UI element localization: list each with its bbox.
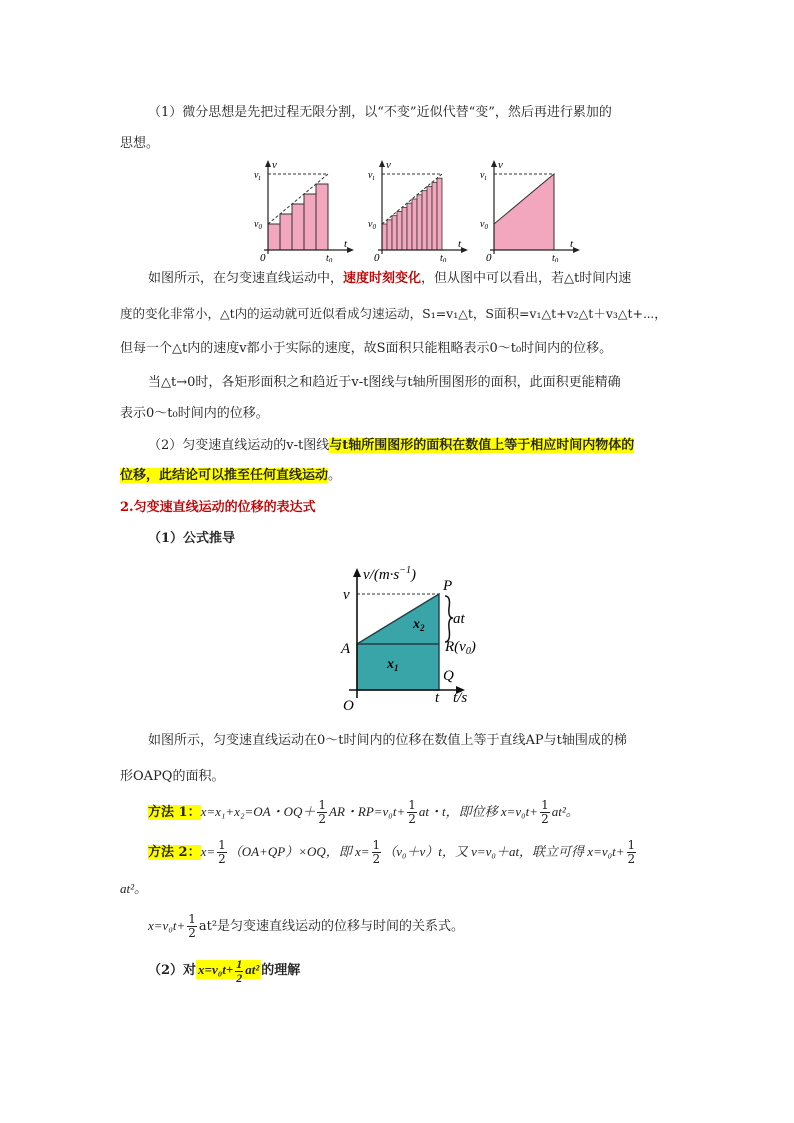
- svg-text:0: 0: [374, 252, 380, 262]
- method-2-label: 方法 2：: [148, 845, 201, 860]
- paragraph-5-line-2: 形OAPQ的面积。: [120, 769, 225, 784]
- graph-trapezoid-smooth: [474, 158, 594, 262]
- emphasis-velocity-changes: 速度时刻变化: [343, 271, 422, 286]
- svg-text:x2: $x_2$: [413, 617, 425, 633]
- paragraph-2-line-2: 度的变化非常小，△t内的运动就可近似看成匀速运动，S₁=v₁△t，S面积=v₁△t+v₂△t＋v₃△t+⋯，: [120, 306, 667, 321]
- graph-step-coarse: [248, 158, 368, 262]
- svg-text:t/s: t/s: [453, 690, 468, 706]
- fine-bar: [437, 178, 442, 250]
- fine-bar: [427, 187, 432, 251]
- svg-text:v0: $v_0$: [254, 219, 262, 231]
- svg-text:P: P: [443, 578, 453, 594]
- paragraph-1-line-2: 思想。: [120, 136, 160, 151]
- svg-text:A: A: [341, 641, 351, 657]
- fine-bar: [422, 191, 427, 250]
- svg-text:t0: $t_0$: [326, 253, 333, 262]
- v-axis-label: v: [272, 159, 277, 171]
- subheading-derivation: （1）公式推导: [148, 531, 236, 546]
- fine-bar: [382, 224, 387, 250]
- fine-bar: [412, 199, 417, 250]
- fine-bar: [397, 212, 402, 251]
- fine-bar: [407, 203, 412, 250]
- svg-text:vt: $v_t$: [480, 170, 487, 182]
- paragraph-1-line-1: （1）微分思想是先把过程无限分割，以“不变”近似代替“变”，然后再进行累加的: [148, 105, 612, 120]
- highlight-formula: x=v₀t+ $\frac{1}{2}$ at²: [198, 956, 260, 985]
- svg-text:v0: $v_0$: [368, 219, 376, 231]
- fine-bars: [382, 178, 442, 250]
- svg-text:t: t: [344, 238, 348, 250]
- trapezoid-area: [357, 594, 439, 690]
- paragraph-2-line-1: 如图所示，在匀变速直线运动中，速度时刻变化，但从图中可以看出，若△t时间内速: [148, 271, 632, 286]
- svg-text:vt: $v_t$: [368, 170, 375, 182]
- subheading-understanding: （2）对 x=v₀t+ $\frac{1}{2}$ at² 的理解: [148, 956, 301, 985]
- fine-bar: [417, 195, 422, 250]
- paragraph-4-line-1: （2）匀变速直线运动的v-t图线与t轴所围图形的面积在数值上等于相应时间内物体的: [148, 438, 635, 453]
- svg-text:vt: $v_t$: [254, 170, 261, 182]
- fine-bar: [387, 220, 392, 250]
- paragraph-5-line-1: 如图所示，匀变速直线运动在0～t时间内的位移在数值上等于直线AP与t轴围成的梯: [148, 733, 627, 748]
- fine-bar: [392, 216, 397, 250]
- svg-text:at: at: [453, 611, 465, 627]
- graph-vt-trapezoid: [335, 562, 495, 714]
- svg-text:v: v: [343, 587, 350, 603]
- svg-text:Q: Q: [443, 668, 454, 684]
- paragraph-3-line-1: 当△t→0时，各矩形面积之和趋近于v-t图线与t轴所围图形的面积，此面积更能精确: [148, 375, 621, 390]
- svg-text:R(v0): $R(v_0)$: [445, 639, 476, 657]
- method-2-continuation: at²。: [120, 881, 148, 896]
- svg-text:O: O: [343, 698, 354, 714]
- paragraph-2-line-3: 但每一个△t内的速度v都小于实际的速度，故S面积只能粗略表示0～t₀时间内的位移。: [120, 341, 613, 356]
- graph-step-fine: [362, 158, 482, 262]
- svg-text:t0: $t_0$: [440, 253, 447, 262]
- y-axis-label: $v/(m\cdot s^{-1})$: [363, 565, 416, 583]
- method-1-label: 方法 1：: [148, 805, 201, 820]
- fine-bar: [402, 207, 407, 250]
- highlight-conclusion-1: 与t轴所围图形的面积在数值上等于相应时间内物体的: [329, 438, 635, 453]
- paragraph-4-line-2: 位移，此结论可以推至任何直线运动。: [120, 468, 342, 483]
- svg-text:t: t: [458, 238, 462, 250]
- section-heading-2: 2.匀变速直线运动的位移的表达式: [120, 500, 316, 515]
- paragraph-3-line-2: 表示0～t₀时间内的位移。: [120, 406, 269, 421]
- method-1: 方法 1：x=x₁+x₂=OA・OQ＋ $\frac{1}{2}$ AR・RP=v₀t+ $\frac{1}{2}$ at・t，即位移 x=v₀t+ $\frac{1}{2}$ at²。: [148, 798, 579, 826]
- svg-text:t: t: [570, 238, 574, 250]
- svg-text:v: v: [498, 159, 503, 171]
- svg-text:v: v: [386, 159, 391, 171]
- method-2: 方法 2：x= $\frac{1}{2}$ （OA+QP）×OQ，即 x= $\frac{1}{2}$ （v₀＋v）t，又 v=v₀＋at，联立可得 x=v₀t+ $\frac{1}{2}$: [148, 838, 636, 866]
- paragraph-6: x=v₀t+ $\frac{1}{2}$ at²是匀变速直线运动的位移与时间的关系式。: [148, 912, 465, 940]
- svg-text:0: 0: [486, 252, 492, 262]
- highlight-conclusion-2: 位移，此结论可以推至任何直线运动: [120, 468, 329, 483]
- svg-text:x1: $x_1$: [387, 657, 399, 673]
- svg-text:t0: $t_0$: [552, 253, 559, 262]
- svg-text:0: 0: [260, 252, 266, 262]
- brace: [445, 596, 453, 642]
- svg-text:v0: $v_0$: [480, 219, 488, 231]
- svg-text:t: t: [435, 690, 440, 706]
- fine-bar: [432, 182, 437, 250]
